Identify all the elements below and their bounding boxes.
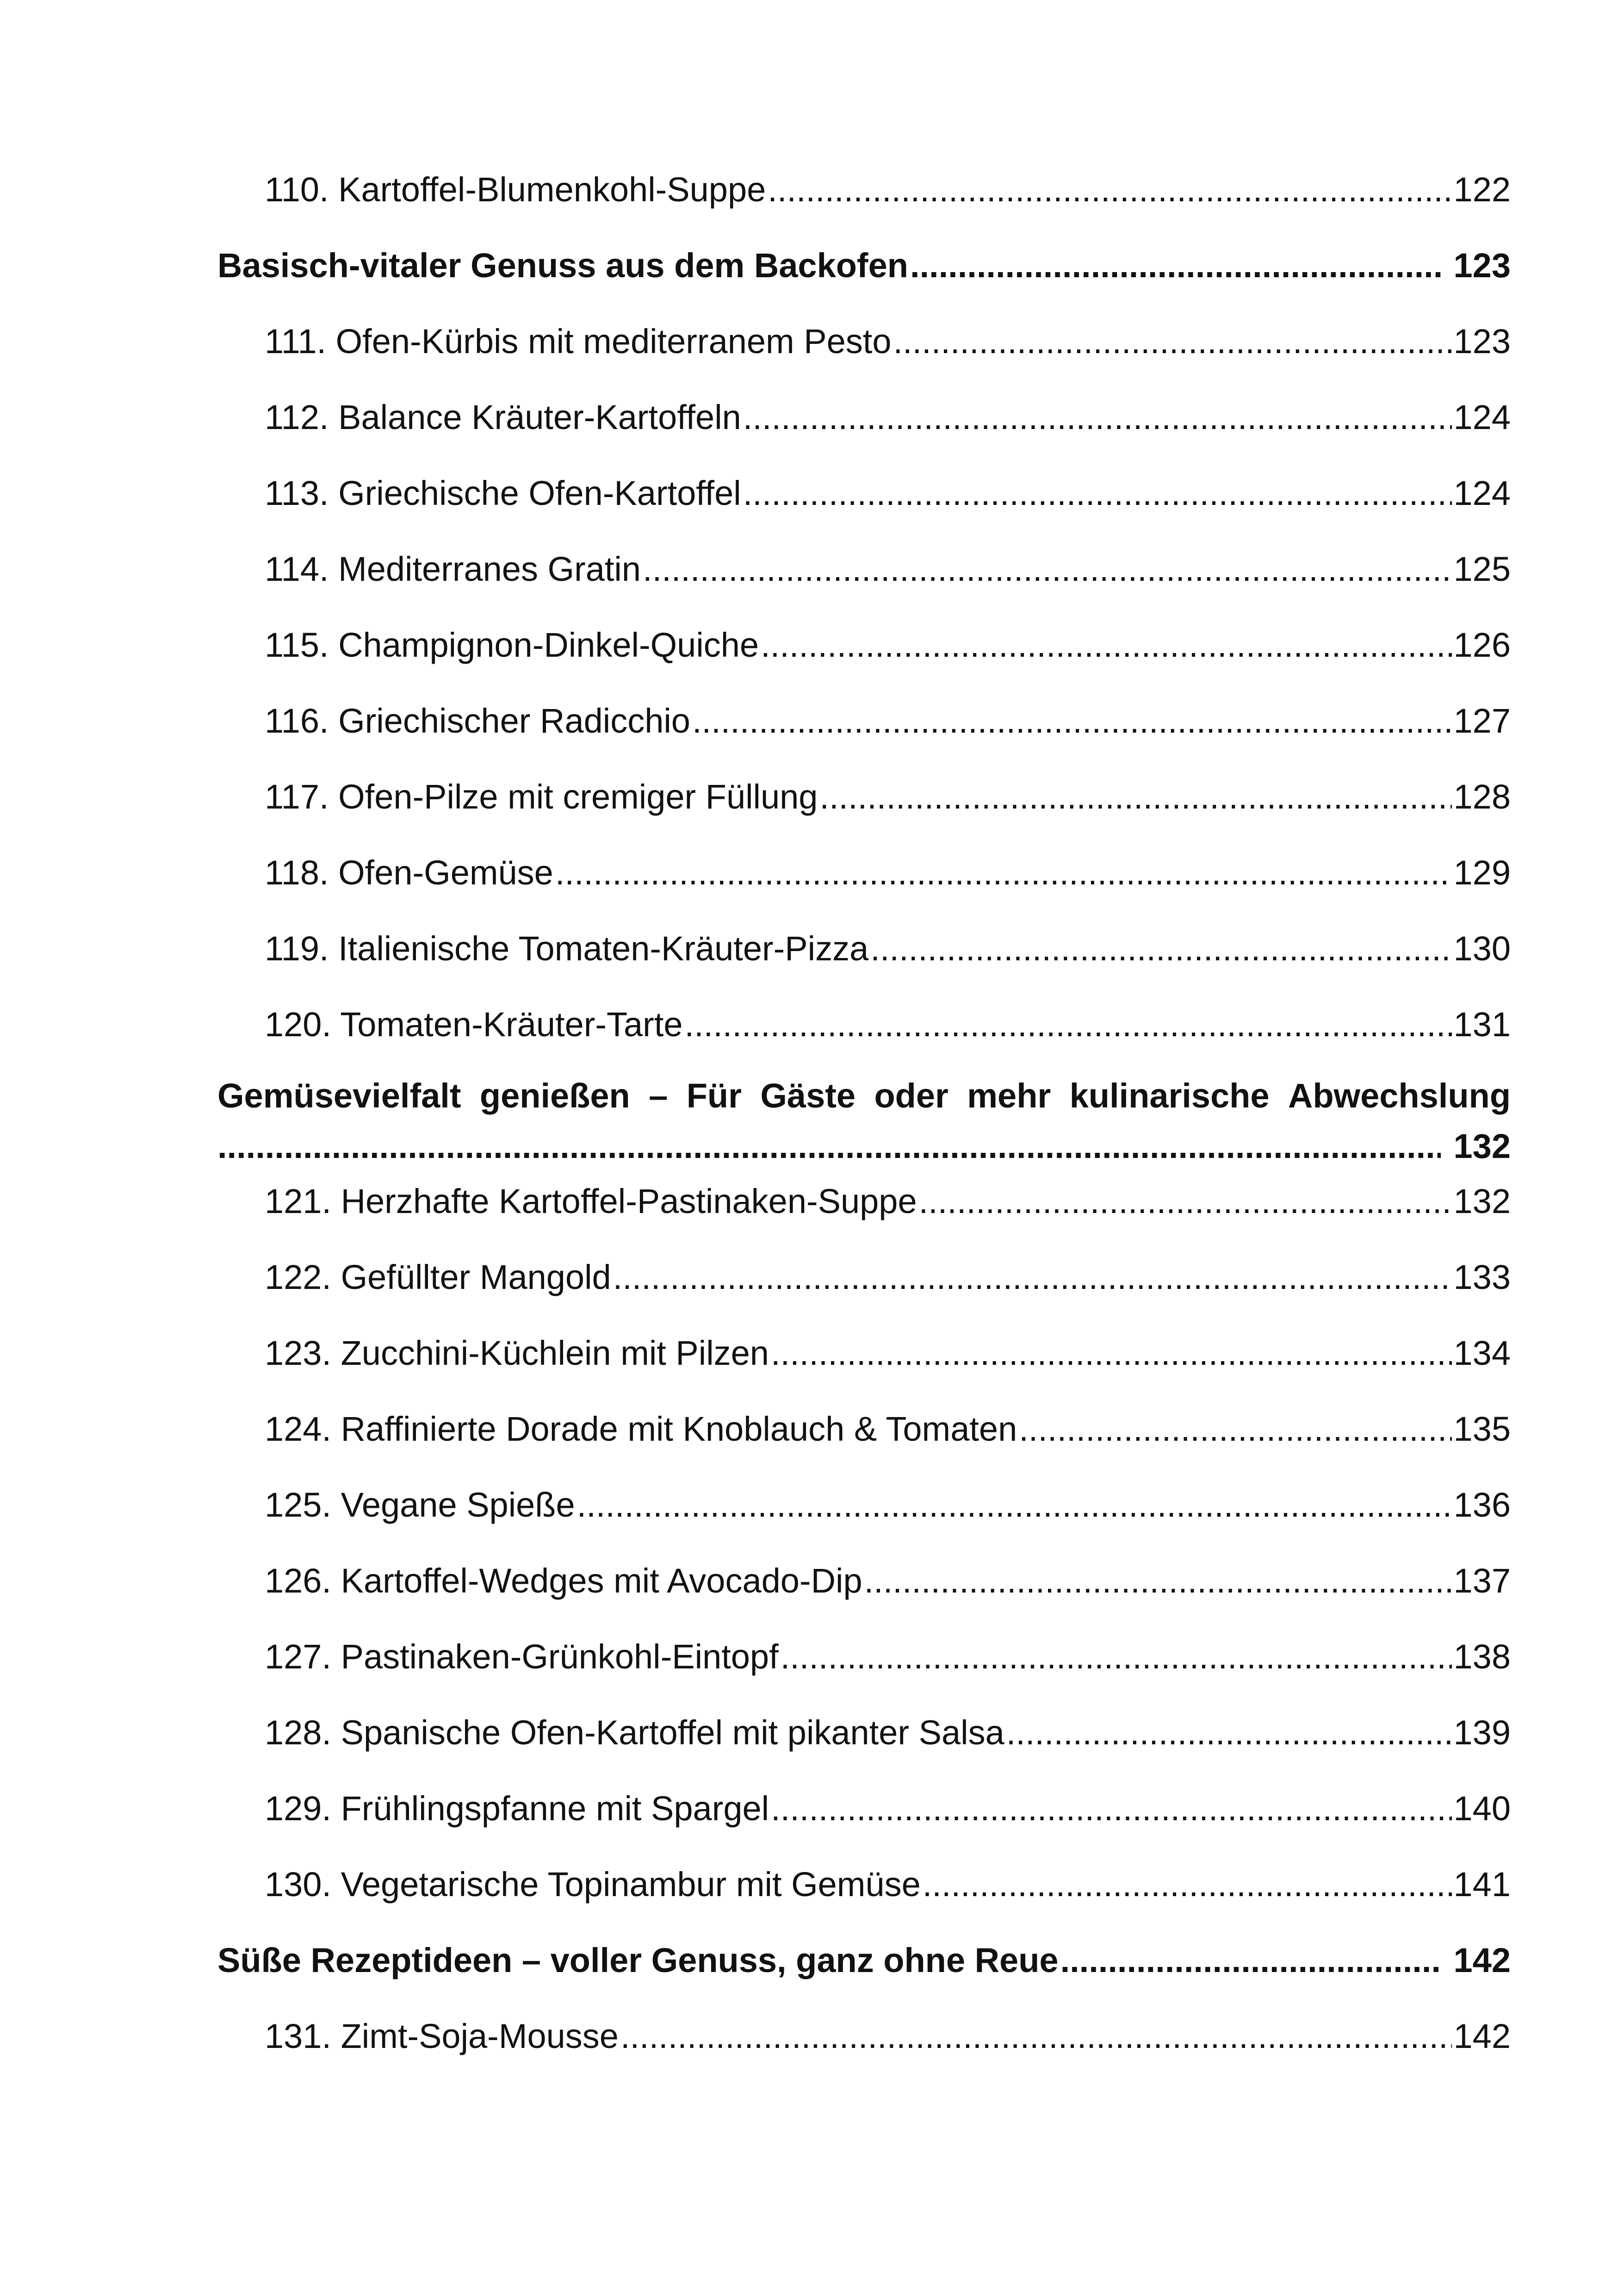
- toc-entry[interactable]: [217, 1475, 1511, 1551]
- toc-entry-page: 125: [1453, 550, 1511, 588]
- toc-entry-page: 124: [1453, 398, 1511, 436]
- toc-entry-title: 119. Italienische Tomaten-Kräuter-Pizza: [265, 929, 869, 968]
- dot-leader: [910, 236, 1441, 296]
- title-word: mehr: [967, 1076, 1051, 1115]
- toc-entry-page: 122: [1453, 170, 1511, 209]
- dot-leader: [692, 691, 1452, 751]
- table-of-contents: [217, 160, 1511, 2082]
- toc-entry-title: 123. Zucchini-Küchlein mit Pilzen: [265, 1334, 769, 1372]
- dot-leader: [743, 387, 1452, 448]
- dot-leader: [870, 919, 1451, 979]
- toc-entry-title: 125. Vegane Spieße: [265, 1486, 575, 1524]
- dot-leader: [685, 995, 1452, 1055]
- toc-entry[interactable]: [217, 1779, 1511, 1854]
- toc-entry[interactable]: [217, 615, 1511, 691]
- dot-leader: [577, 1475, 1452, 1535]
- toc-entry-title: 115. Champignon-Dinkel-Quiche: [265, 626, 759, 664]
- toc-entry-page: 133: [1453, 1258, 1511, 1296]
- toc-entry-page: 134: [1453, 1334, 1511, 1372]
- toc-entry[interactable]: [217, 311, 1511, 387]
- toc-entry[interactable]: [217, 463, 1511, 539]
- toc-section-heading[interactable]: [217, 236, 1511, 311]
- title-word: oder: [874, 1076, 948, 1115]
- dot-leader: [919, 1171, 1452, 1232]
- toc-entry[interactable]: [217, 2006, 1511, 2082]
- toc-section-title: [217, 1070, 1511, 1121]
- dot-leader: [643, 539, 1452, 599]
- toc-section-leader-line: [217, 1121, 1511, 1171]
- toc-entry[interactable]: [217, 387, 1511, 463]
- dot-leader: [781, 1627, 1452, 1687]
- toc-section-title: Basisch-vitaler Genuss aus dem Backofen: [217, 246, 908, 285]
- dot-leader: [768, 160, 1451, 220]
- toc-entry-page: 126: [1453, 626, 1511, 664]
- toc-entry-page: 140: [1453, 1789, 1511, 1828]
- toc-entry-title: 118. Ofen-Gemüse: [265, 853, 553, 892]
- dot-leader: [613, 1247, 1452, 1307]
- toc-entry-title: 111. Ofen-Kürbis mit mediterranem Pesto: [265, 322, 892, 361]
- toc-entry-page: 138: [1453, 1637, 1511, 1676]
- dot-leader: [1006, 1703, 1452, 1763]
- dot-leader: [743, 463, 1452, 523]
- title-word: Für: [686, 1076, 742, 1115]
- toc-entry-title: 128. Spanische Ofen-Kartoffel mit pikanter Salsa: [265, 1713, 1004, 1752]
- dot-leader: [819, 767, 1451, 827]
- toc-entry-title: 131. Zimt-Soja-Mousse: [265, 2017, 619, 2055]
- toc-entry-title: 129. Frühlingspfanne mit Spargel: [265, 1789, 769, 1828]
- toc-entry-page: 139: [1453, 1713, 1511, 1752]
- toc-entry[interactable]: [217, 1703, 1511, 1779]
- toc-entry-title: 130. Vegetarische Topinambur mit Gemüse: [265, 1865, 921, 1904]
- title-word: kulinarische: [1069, 1076, 1270, 1115]
- toc-entry[interactable]: [217, 843, 1511, 919]
- toc-entry[interactable]: [217, 767, 1511, 843]
- toc-entry[interactable]: [217, 160, 1511, 236]
- toc-entry[interactable]: [217, 1627, 1511, 1703]
- toc-entry-page: 131: [1453, 1005, 1511, 1044]
- title-word: Gemüsevielfalt: [217, 1076, 461, 1115]
- toc-entry-page: 137: [1453, 1562, 1511, 1600]
- toc-entry-title: 127. Pastinaken-Grünkohl-Eintopf: [265, 1637, 779, 1676]
- dot-leader: [893, 311, 1451, 372]
- toc-section-heading[interactable]: [217, 1070, 1511, 1171]
- toc-entry-page: 123: [1453, 322, 1511, 361]
- dot-leader: [555, 843, 1452, 903]
- dot-leader: [1019, 1399, 1451, 1459]
- toc-entry-page: 127: [1453, 702, 1511, 740]
- toc-entry-title: 124. Raffinierte Dorade mit Knoblauch & Tomaten: [265, 1410, 1017, 1448]
- toc-entry-page: 130: [1453, 929, 1511, 968]
- toc-entry[interactable]: [217, 691, 1511, 767]
- title-word: Abwechslung: [1288, 1076, 1511, 1115]
- toc-entry[interactable]: [217, 1399, 1511, 1475]
- dot-leader: [761, 615, 1451, 675]
- toc-entry-title: 112. Balance Kräuter-Kartoffeln: [265, 398, 741, 436]
- toc-entry-title: 117. Ofen-Pilze mit cremiger Füllung: [265, 778, 818, 816]
- dot-leader: [771, 1779, 1451, 1839]
- toc-entry-page: 142: [1453, 2017, 1511, 2055]
- toc-entry[interactable]: [217, 995, 1511, 1070]
- dot-leader: [620, 2006, 1452, 2066]
- title-word: genießen: [479, 1076, 630, 1115]
- toc-entry-title: 114. Mediterranes Gratin: [265, 550, 641, 588]
- toc-section-page: 132: [1453, 1127, 1511, 1165]
- toc-section-heading[interactable]: [217, 1930, 1511, 2006]
- dot-leader: [923, 1854, 1452, 1915]
- toc-entry-page: 124: [1453, 474, 1511, 512]
- toc-entry-page: 141: [1453, 1865, 1511, 1904]
- title-word: Gäste: [760, 1076, 856, 1115]
- toc-entry[interactable]: [217, 919, 1511, 995]
- dot-leader: [771, 1323, 1452, 1383]
- toc-entry-page: 136: [1453, 1486, 1511, 1524]
- toc-section-page: 142: [1453, 1941, 1511, 1979]
- toc-entry[interactable]: [217, 1323, 1511, 1399]
- dot-leader: [864, 1551, 1452, 1611]
- toc-entry-title: 122. Gefüllter Mangold: [265, 1258, 611, 1296]
- toc-entry[interactable]: [217, 1854, 1511, 1930]
- toc-entry-page: 128: [1453, 778, 1511, 816]
- toc-entry-title: 110. Kartoffel-Blumenkohl-Suppe: [265, 170, 766, 209]
- toc-entry-page: 132: [1453, 1182, 1511, 1220]
- toc-section-title: Süße Rezeptideen – voller Genuss, ganz ohne Reue: [217, 1941, 1059, 1979]
- toc-entry[interactable]: [217, 1247, 1511, 1323]
- dot-leader: [1060, 1930, 1441, 1991]
- dot-leader: [217, 1121, 1441, 1171]
- toc-entry-page: 129: [1453, 853, 1511, 892]
- toc-section-page: 123: [1453, 246, 1511, 285]
- title-word: –: [649, 1076, 668, 1115]
- toc-entry[interactable]: [217, 1171, 1511, 1247]
- toc-entry-title: 121. Herzhafte Kartoffel-Pastinaken-Suppe: [265, 1182, 917, 1220]
- toc-entry-title: 116. Griechischer Radicchio: [265, 702, 690, 740]
- toc-entry[interactable]: [217, 539, 1511, 615]
- toc-entry-title: 120. Tomaten-Kräuter-Tarte: [265, 1005, 683, 1044]
- toc-entry[interactable]: [217, 1551, 1511, 1627]
- toc-entry-title: 126. Kartoffel-Wedges mit Avocado-Dip: [265, 1562, 862, 1600]
- toc-entry-title: 113. Griechische Ofen-Kartoffel: [265, 474, 741, 512]
- toc-entry-page: 135: [1453, 1410, 1511, 1448]
